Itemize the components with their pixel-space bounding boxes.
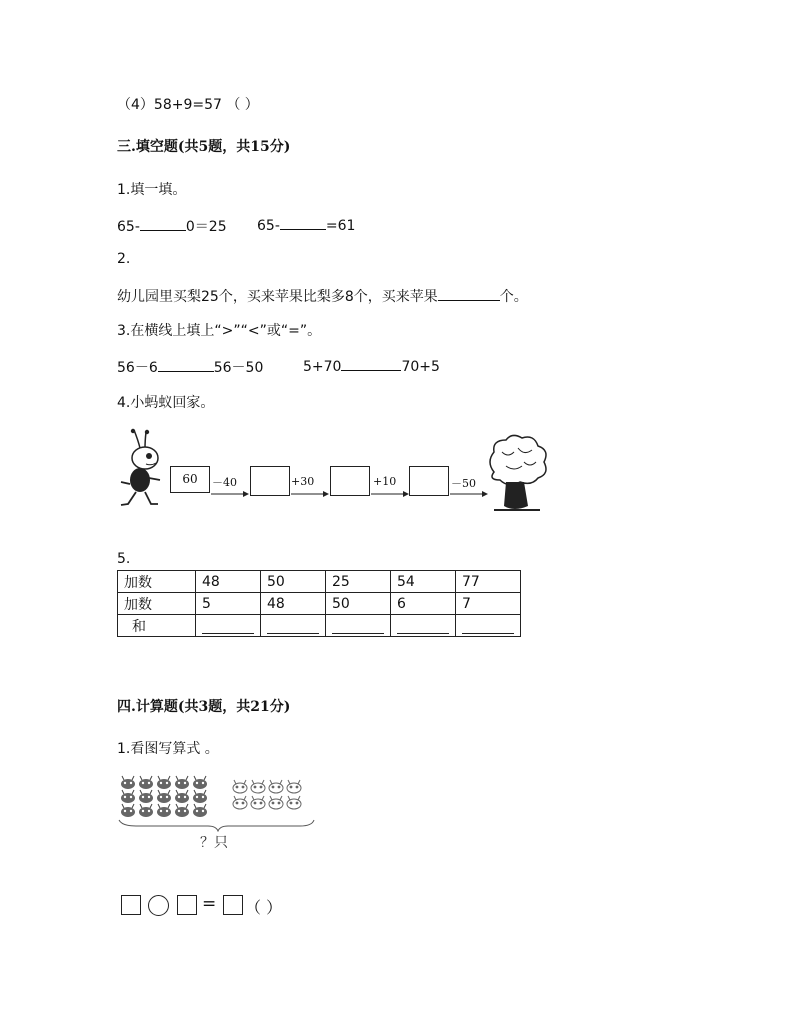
expr-a-suffix: 0＝25 [185, 219, 227, 235]
answer-blank[interactable] [140, 217, 186, 231]
answer-blank[interactable] [202, 617, 254, 634]
fill-q2-text [117, 286, 528, 306]
row-label: 加数 [118, 593, 196, 615]
answer-blank[interactable] [438, 287, 500, 301]
answer-box-1[interactable] [250, 466, 290, 496]
sum-cell[interactable] [456, 615, 521, 637]
table-row [118, 615, 521, 637]
table-row [118, 571, 521, 593]
answer-blank[interactable] [158, 358, 214, 372]
ant-icon [116, 428, 172, 510]
equals-sign: = [202, 894, 217, 914]
expr-a-prefix: 65- [117, 219, 140, 235]
compare-a-right: 56－50 [213, 360, 264, 376]
op-3: +10 [373, 475, 397, 488]
answer-blank[interactable] [267, 617, 319, 634]
op-1: －40 [212, 476, 237, 489]
start-value-box [170, 466, 210, 493]
fill-q1-expression-a [117, 216, 227, 236]
compare-b-left: 5+70 [303, 359, 342, 375]
expr-b-suffix: =61 [325, 218, 356, 234]
addition-table [117, 570, 521, 637]
compare-a-left: 56－6 [117, 360, 158, 376]
fill-q3-title: 3.在横线上填上“>”“<”或“=”。 [117, 323, 322, 339]
fill-q4-title: 4.小蚂蚁回家。 [117, 395, 215, 411]
answer-blank[interactable] [341, 357, 401, 371]
equation-box[interactable] [121, 895, 141, 915]
table-cell: 5 [196, 593, 261, 615]
answer-box-2[interactable] [330, 466, 370, 496]
fill-q1-title: 1.填一填。 [117, 182, 187, 198]
sum-cell[interactable] [196, 615, 261, 637]
equation-box[interactable] [177, 895, 197, 915]
fill-q1-expression-b [257, 216, 355, 234]
table-cell: 48 [196, 571, 261, 593]
q2-text-prefix: 幼儿园里买梨25个，买来苹果比梨多8个，买来苹果 [117, 289, 438, 305]
q2-text-suffix: 个。 [499, 289, 528, 305]
answer-box-3[interactable] [409, 466, 449, 496]
answer-blank[interactable] [280, 216, 326, 230]
table-cell: 25 [326, 571, 391, 593]
result-box[interactable] [223, 895, 243, 915]
answer-blank[interactable] [397, 617, 449, 634]
answer-blank[interactable] [332, 617, 384, 634]
question-4-line: （4）58+9=57 （ ） [117, 97, 259, 113]
tree-home-icon [484, 432, 552, 514]
row-label: 加数 [118, 571, 196, 593]
section-4-title: 四.计算题(共3题，共21分) [117, 699, 291, 715]
unit-paren[interactable]: （ ） [245, 898, 283, 917]
arrow-icon [210, 490, 250, 498]
fill-q5-number: 5. [117, 551, 131, 567]
table-cell: 48 [261, 593, 326, 615]
brace-label: ？只 [200, 835, 228, 851]
table-cell: 6 [391, 593, 456, 615]
arrow-icon [449, 490, 489, 498]
operator-circle[interactable] [148, 895, 169, 916]
table-cell: 54 [391, 571, 456, 593]
sum-cell[interactable] [326, 615, 391, 637]
fill-q2-number: 2. [117, 251, 131, 267]
table-cell: 77 [456, 571, 521, 593]
section-3-title: 三.填空题(共5题，共15分) [117, 139, 291, 155]
row-label: 和 [118, 615, 196, 637]
sum-cell[interactable] [391, 615, 456, 637]
table-row [118, 593, 521, 615]
sum-cell[interactable] [261, 615, 326, 637]
start-value: 60 [182, 472, 198, 486]
table-cell: 50 [261, 571, 326, 593]
compare-b-right: 70+5 [401, 359, 440, 375]
expr-b-prefix: 65- [257, 218, 280, 234]
answer-blank[interactable] [462, 617, 514, 634]
table-cell: 7 [456, 593, 521, 615]
arrow-icon [370, 490, 410, 498]
bugs-picture [116, 774, 316, 832]
compare-a [117, 357, 263, 377]
compare-b [303, 357, 440, 375]
op-4: －50 [451, 477, 476, 490]
calc-q1-title: 1.看图写算式 。 [117, 741, 219, 757]
arrow-icon [290, 490, 330, 498]
op-2: +30 [291, 475, 315, 488]
table-cell: 50 [326, 593, 391, 615]
